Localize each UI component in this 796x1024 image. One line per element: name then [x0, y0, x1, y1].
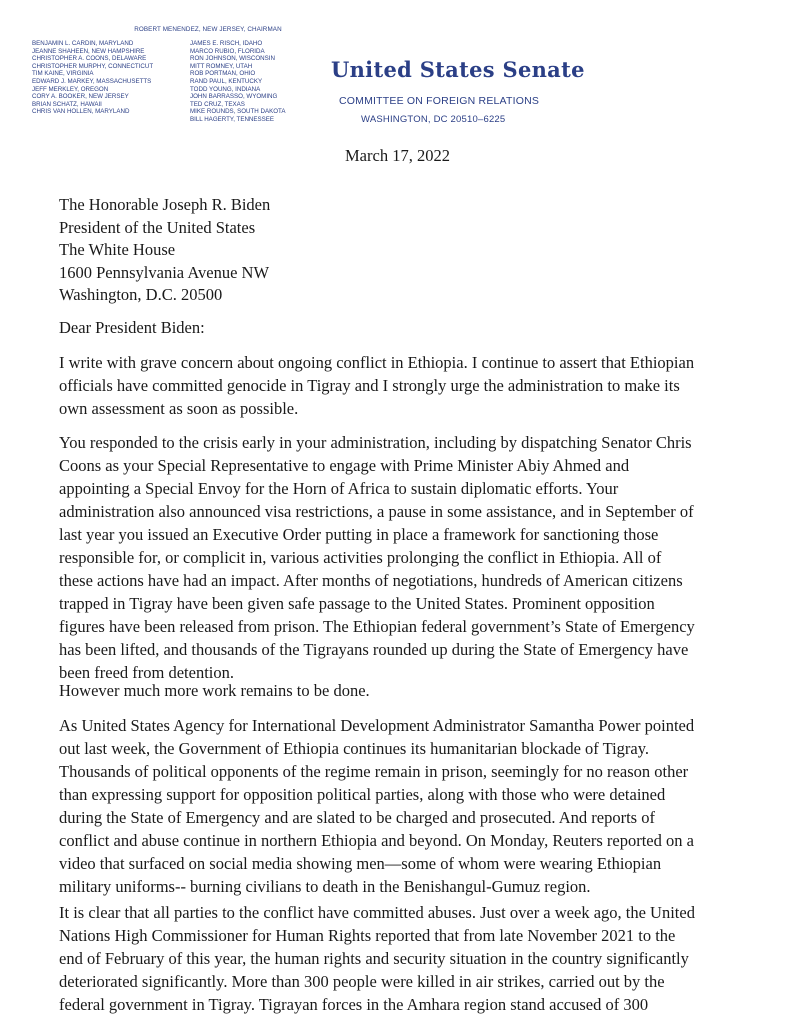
paragraph-remaining-work: [59, 679, 759, 702]
paragraph-line: figures have been released from prison. The Ethiopian federal government’s State of Emergency: [59, 617, 695, 636]
paragraph-line: during the State of Emergency and are slated to be charged and prosecuted. And reports of: [59, 808, 655, 827]
member-name: JEANNE SHAHEEN, NEW HAMPSHIRE: [32, 47, 145, 55]
paragraph-line: appointing a Special Envoy for the Horn of Africa to sustain diplomatic efforts. Your: [59, 479, 619, 498]
paragraph-line: trapped in Tigray have been given safe passage to the United States. Prominent opposition: [59, 594, 655, 613]
member-name: TED CRUZ, TEXAS: [190, 100, 245, 108]
paragraph-line: conflict and abuse continue in northern Ethiopia and beyond. On Monday, Reuters reported on a: [59, 831, 694, 850]
address-line: The White House: [59, 240, 176, 259]
member-name: MARCO RUBIO, FLORIDA: [190, 47, 265, 55]
paragraph-blockade: [59, 714, 759, 898]
address-line: 1600 Pennsylvania Avenue NW: [59, 262, 270, 282]
paragraph-line: end of February of this year, the human rights and security situation in the country significantly: [59, 949, 689, 968]
member-name: CHRISTOPHER MURPHY, CONNECTICUT: [32, 62, 154, 70]
paragraph-line: military uniforms-- burning civilians to death in the Benishangul-Gumuz region.: [59, 877, 591, 896]
paragraph-line: I write with grave concern about ongoing conflict in Ethiopia. I continue to assert that Ethiopian: [59, 353, 695, 372]
member-name: RAND PAUL, KENTUCKY: [190, 77, 263, 85]
paragraph-line: administration also announced visa restrictions, a pause in some assistance, and in September of: [59, 502, 694, 521]
member-name: EDWARD J. MARKEY, MASSACHUSETTS: [32, 77, 152, 85]
member-name: JEFF MERKLEY, OREGON: [32, 85, 109, 93]
member-name: MITT ROMNEY, UTAH: [190, 62, 253, 70]
member-name: JAMES E. RISCH, IDAHO: [190, 40, 263, 47]
paragraph-abuses: [59, 901, 759, 1016]
letter-date: March 17, 2022: [345, 146, 450, 165]
paragraph-line: been freed from detention.: [59, 663, 235, 682]
address-line: President of the United States: [59, 217, 256, 237]
paragraph-line: own assessment as soon as possible.: [59, 399, 299, 418]
paragraph-line: video that surfaced on social media showing men—some of whom were wearing Ethiopian: [59, 854, 662, 873]
paragraph-line: It is clear that all parties to the conflict have committed abuses. Just over a week ago, the United: [59, 903, 695, 922]
member-name: BENJAMIN L. CARDIN, MARYLAND: [32, 40, 134, 47]
salutation: Dear President Biden:: [59, 318, 205, 337]
senate-title: United States Senate: [331, 57, 585, 82]
minority-members-list: [190, 40, 285, 124]
member-name: CORY A. BOOKER, NEW JERSEY: [32, 93, 129, 101]
letterhead: [0, 0, 796, 140]
recipient-address: [59, 194, 270, 307]
member-name: BRIAN SCHATZ, HAWAII: [32, 100, 102, 108]
member-name: MIKE ROUNDS, SOUTH DAKOTA: [190, 108, 286, 116]
paragraph-line: However much more work remains to be done.: [59, 681, 370, 700]
paragraph-concern: [59, 351, 759, 420]
paragraph-line: out last week, the Government of Ethiopia continues its humanitarian blockade of Tigray.: [59, 739, 650, 758]
member-name: RON JOHNSON, WISCONSIN: [190, 55, 275, 63]
paragraph-line: Coons as your Special Representative to engage with Prime Minister Abiy Ahmed and: [59, 456, 630, 475]
paragraph-line: You responded to the crisis early in your administration, including by dispatching Senator Chris: [59, 433, 692, 452]
address-line: The Honorable Joseph R. Biden: [59, 195, 271, 214]
member-name: JOHN BARRASSO, WYOMING: [190, 93, 278, 101]
address-line: Washington, D.C. 20500: [59, 285, 223, 304]
paragraph-line: has been lifted, and thousands of the Tigrayans rounded up during the State of Emergency have: [59, 640, 689, 659]
paragraph-line: deteriorated significantly. More than 300 people were killed in air strikes, carried out by the: [59, 972, 665, 991]
paragraph-line: last year you issued an Executive Order putting in place a framework for sanctioning those: [59, 525, 659, 544]
committee-name: COMMITTEE ON FOREIGN RELATIONS: [339, 95, 540, 107]
committee-address: WASHINGTON, DC 20510–6225: [361, 114, 506, 125]
paragraph-line: Nations High Commissioner for Human Rights reported that from late November 2021 to the: [59, 926, 676, 945]
paragraph-line: Thousands of political opponents of the regime remain in prison, seemingly for no reason other: [59, 762, 689, 781]
paragraph-line: responsible for, or complicit in, various activities prolonging the conflict in Ethiopia. All of: [59, 548, 662, 567]
paragraph-response: [59, 431, 759, 684]
member-name: BILL HAGERTY, TENNESSEE: [190, 115, 275, 123]
paragraph-line: these actions have had an impact. After months of negotiations, hundreds of American citizens: [59, 571, 683, 590]
paragraph-line: than expressing support for opposition political parties, along with those who were detained: [59, 785, 666, 804]
member-name: CHRISTOPHER A. COONS, DELAWARE: [32, 55, 147, 63]
paragraph-line: federal government in Tigray. Tigrayan forces in the Amhara region stand accused of 300: [59, 995, 649, 1014]
member-name: ROB PORTMAN, OHIO: [190, 70, 256, 78]
paragraph-line: As United States Agency for International Development Administrator Samantha Power pointed: [59, 716, 695, 735]
chairman-line: ROBERT MENENDEZ, NEW JERSEY, CHAIRMAN: [134, 26, 282, 33]
member-name: TODD YOUNG, INDIANA: [190, 85, 261, 93]
member-name: CHRIS VAN HOLLEN, MARYLAND: [32, 108, 130, 116]
member-name: TIM KAINE, VIRGINIA: [32, 70, 94, 78]
paragraph-line: officials have committed genocide in Tigray and I strongly urge the administration to make its: [59, 376, 680, 395]
majority-members-list: [32, 40, 153, 116]
